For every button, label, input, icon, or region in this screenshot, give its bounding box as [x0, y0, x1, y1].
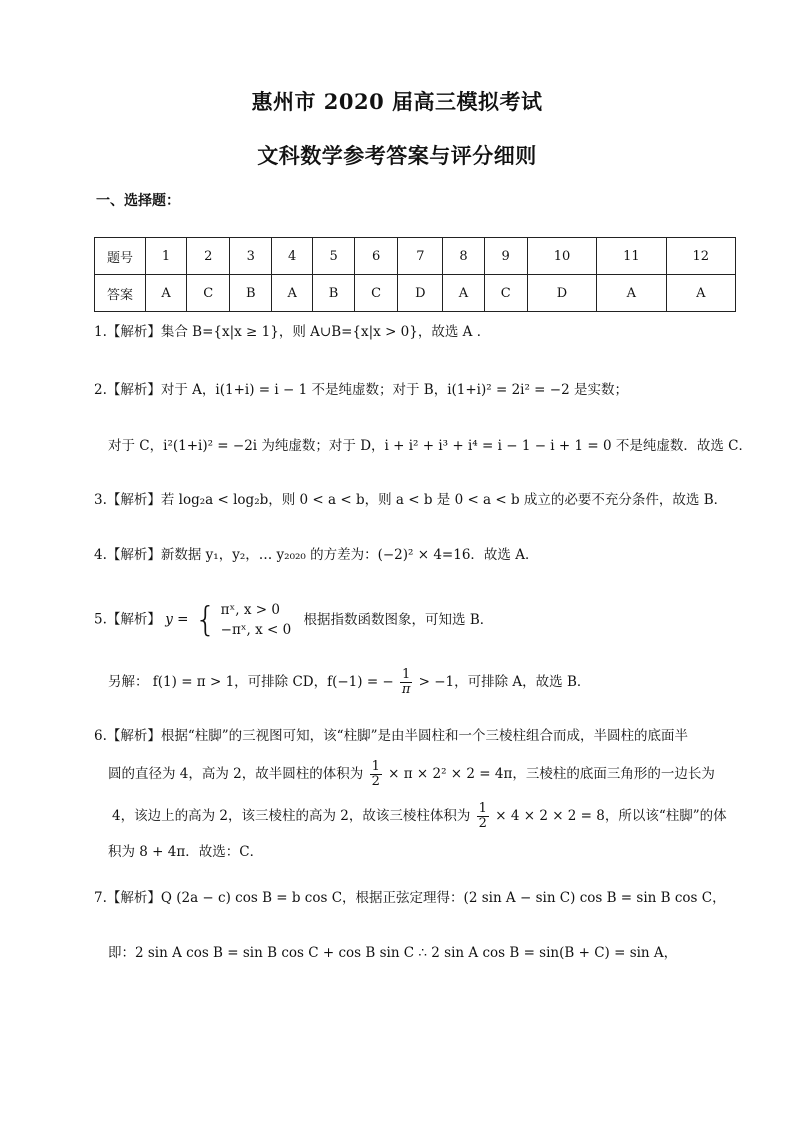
table-cell: A: [272, 275, 313, 312]
solution-3: 3.【解析】若 log₂a < log₂b，则 0 < a < b，则 a < b 是 0 < a < b 成立的必要不充分条件，故选 B．: [94, 492, 728, 508]
solution-6-line-2-text-b: × π × 2² × 2 = 4π，三棱柱的底面三角形的一边长为: [388, 766, 715, 782]
table-cell: C: [187, 275, 230, 312]
document-title: 惠州市 2020 届高三模拟考试: [251, 89, 543, 114]
table-cell: 3: [230, 238, 272, 275]
fraction-denominator: 2: [478, 816, 487, 831]
solution-6-line-4: 积为 8 + 4π．故选：C．: [108, 844, 264, 860]
solution-5-lhs: y =: [165, 611, 189, 628]
table-row-answers: [95, 275, 736, 312]
table-cell: 8: [443, 238, 484, 275]
solution-7-line-1: 7.【解析】Q (2a − c) cos B = b cos C，根据正弦定理得：(2 sin A − sin C) cos B = sin B cos C，: [94, 890, 726, 906]
alt-suffix: > −1，可排除 A，故选 B．: [418, 674, 591, 690]
table-cell: 4: [272, 238, 313, 275]
solution-5-prefix: 5.【解析】: [94, 611, 161, 628]
solution-5-alternative: [108, 668, 590, 697]
solution-2-line-2: 对于 C，i²(1+i)² = −2i 为纯虚数；对于 D，i + i² + i³ + i⁴ = i − 1 − i + 1 = 0 不是纯虚数．故选 C．: [108, 438, 753, 454]
fraction-numerator: 1: [371, 759, 380, 774]
solution-6-line-3-text-b: × 4 × 2 × 2 = 8，所以该“柱脚”的体: [495, 808, 727, 824]
table-cell: 5: [313, 238, 355, 275]
solution-6-line-3: [112, 802, 727, 831]
fraction-numerator: 1: [478, 801, 487, 816]
alt-prefix: 另解： f(1) = π > 1，可排除 CD，f(−1) = −: [108, 674, 394, 690]
fraction-denominator: π: [401, 682, 411, 697]
solution-6-line-3-text-a: 4，该边上的高为 2，该三棱柱的高为 2，故该三棱柱体积为: [112, 808, 471, 824]
table-cell: 9: [484, 238, 527, 275]
solution-4: 4.【解析】新数据 y₁，y₂，… y₂₀₂₀ 的方差为：(−2)² × 4=16．故选 A．: [94, 547, 539, 563]
table-row-numbers: [95, 238, 736, 275]
solution-5-suffix: 根据指数函数图象，可知选 B．: [303, 611, 494, 628]
table-cell: 10: [527, 238, 596, 275]
solution-1: 1.【解析】集合 B={x|x ≥ 1}，则 A∪B={x|x > 0}，故选 A ．: [94, 324, 491, 340]
table-cell: 12: [666, 238, 735, 275]
section-heading-choice: 一、选择题：: [96, 193, 180, 209]
table-cell: 1: [146, 238, 187, 275]
table-cell: A: [597, 275, 666, 312]
table-cell: 11: [597, 238, 666, 275]
left-brace-icon: {: [194, 600, 217, 640]
solution-6-line-1: 6.【解析】根据“柱脚”的三视图可知，该“柱脚”是由半圆柱和一个三棱柱组合而成，半圆柱的底面半: [94, 728, 688, 744]
table-cell: D: [527, 275, 596, 312]
table-cell: 2: [187, 238, 230, 275]
solution-6-line-2: [108, 760, 715, 789]
table-cell: D: [398, 275, 443, 312]
table-cell: 7: [398, 238, 443, 275]
table-header-answer: 答案: [95, 275, 146, 312]
answer-table: [94, 237, 736, 312]
solution-5: [94, 600, 493, 640]
piecewise-case-2: −πˣ, x < 0: [220, 622, 292, 638]
document-subtitle: 文科数学参考答案与评分细则: [257, 143, 537, 168]
solution-2-line-1: 2.【解析】对于 A，i(1+i) = i − 1 不是纯虚数；对于 B，i(1+i)² = 2i² = −2 是实数；: [94, 382, 628, 398]
fraction-numerator: 1: [402, 667, 411, 682]
table-cell: 6: [354, 238, 397, 275]
table-cell: B: [313, 275, 355, 312]
table-cell: C: [484, 275, 527, 312]
fraction-one-half: [370, 760, 382, 789]
solution-7-line-2: 即：2 sin A cos B = sin B cos C + cos B sin C ∴ 2 sin A cos B = sin(B + C) = sin A，: [108, 945, 678, 961]
solution-6-line-2-text-a: 圆的直径为 4，高为 2，故半圆柱的体积为: [108, 766, 364, 782]
fraction-denominator: 2: [371, 774, 380, 789]
table-header-number: 题号: [95, 238, 146, 275]
table-cell: B: [230, 275, 272, 312]
table-cell: A: [666, 275, 735, 312]
fraction-one-over-pi: [400, 668, 412, 697]
table-cell: A: [443, 275, 484, 312]
table-cell: A: [146, 275, 187, 312]
piecewise-function: [195, 600, 292, 640]
table-cell: C: [354, 275, 397, 312]
fraction-one-half: [477, 802, 489, 831]
piecewise-case-1: πˣ, x > 0: [220, 602, 280, 618]
